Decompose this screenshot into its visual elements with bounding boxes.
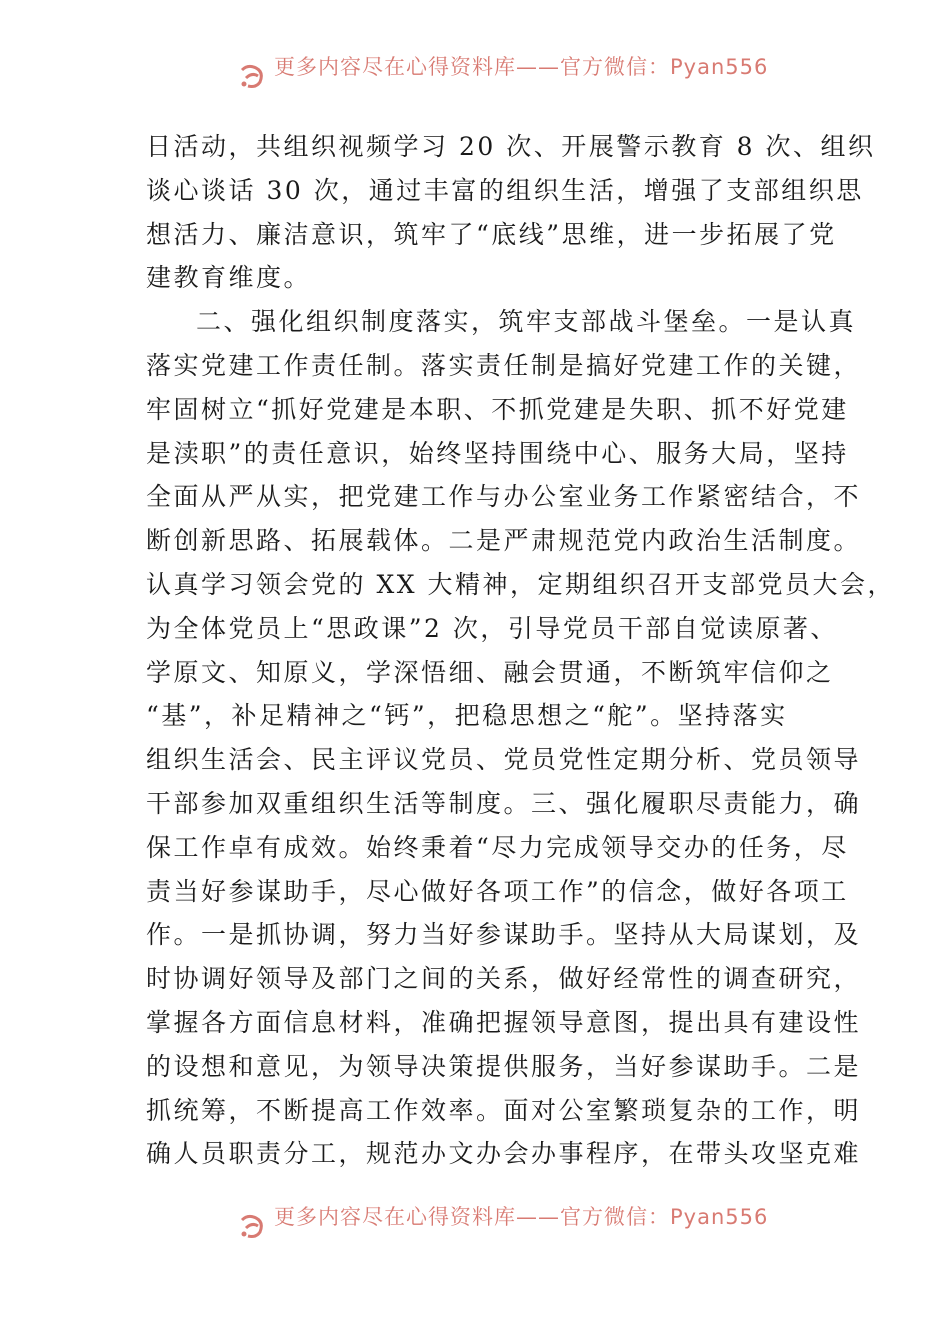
text-line: 学原文、知原义，学深悟细、融会贯通，不断筑牢信仰之 <box>146 657 834 687</box>
watermark-text: 更多内容尽在心得资料库——官方微信：Pyan556 <box>274 1205 769 1229</box>
text-line: 谈心谈话 30 次，通过丰富的组织生活，增强了支部组织思 <box>146 175 864 205</box>
text-line: 的设想和意见，为领导决策提供服务，当好参谋助手。二是 <box>146 1051 862 1081</box>
text-line: 牢固树立“抓好党建是本职、不抓党建是失职、抓不好党建 <box>146 394 849 424</box>
text-line: 干部参加双重组织生活等制度。三、强化履职尽责能力，确 <box>146 788 862 818</box>
watermark-footer <box>0 1202 950 1242</box>
text-line: 想活力、廉洁意识，筑牢了“底线”思维，进一步拓展了党 <box>146 219 837 249</box>
text-line: “基”，补足精神之“钙”，把稳思想之“舵”。坚持落实 <box>146 701 788 731</box>
text-line: 保工作卓有成效。始终秉着“尽力完成领导交办的任务，尽 <box>146 832 849 862</box>
text-line: 认真学习领会党的 XX 大精神，定期组织召开支部党员大会， <box>146 569 895 599</box>
text-line: 建教育维度。 <box>146 263 312 293</box>
text-line: 掌握各方面信息材料，准确把握领导意图，提出具有建设性 <box>146 1007 862 1037</box>
text-line: 是渎职”的责任意识，始终坚持围绕中心、服务大局，坚持 <box>146 438 849 468</box>
text-line: 全面从严从实，把党建工作与办公室业务工作紧密结合，不 <box>146 482 862 512</box>
text-line: 落实党建工作责任制。落实责任制是搞好党建工作的关键， <box>146 350 862 380</box>
brand-logo-icon <box>238 60 268 90</box>
watermark-text: 更多内容尽在心得资料库——官方微信：Pyan556 <box>274 55 769 79</box>
text-line: 二、强化组织制度落实，筑牢支部战斗堡垒。一是认真 <box>196 307 857 337</box>
text-line: 确人员职责分工，规范办文办会办事程序，在带头攻坚克难 <box>146 1139 862 1169</box>
document-body <box>146 125 895 1176</box>
text-line: 组织生活会、民主评议党员、党员党性定期分析、党员领导 <box>146 745 862 775</box>
watermark-header <box>0 52 950 92</box>
brand-logo-icon <box>238 1210 268 1240</box>
text-line: 责当好参谋助手，尽心做好各项工作”的信念，做好各项工 <box>146 876 849 906</box>
text-line: 为全体党员上“思政课”2 次，引导党员干部自觉读原著、 <box>146 613 838 643</box>
text-line: 作。一是抓协调，努力当好参谋助手。坚持从大局谋划，及 <box>146 920 862 950</box>
text-line: 日活动，共组织视频学习 20 次、开展警示教育 8 次、组织 <box>146 132 876 161</box>
text-line: 时协调好领导及部门之间的关系，做好经常性的调查研究， <box>146 964 862 994</box>
text-line: 断创新思路、拓展载体。二是严肃规范党内政治生活制度。 <box>146 526 862 556</box>
text-line: 抓统筹，不断提高工作效率。面对公室繁琐复杂的工作，明 <box>146 1095 862 1125</box>
